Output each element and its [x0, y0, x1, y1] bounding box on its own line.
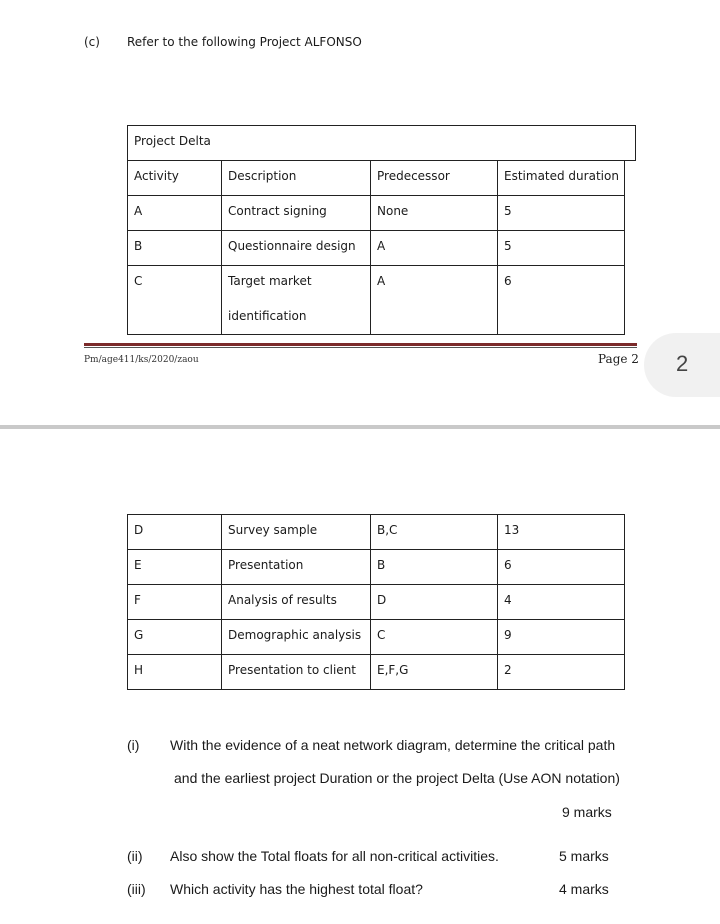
question-2-text: Also show the Total floats for all non-critical activities. [170, 848, 499, 864]
cell-duration: 6 [497, 549, 625, 585]
section-intro: Refer to the following Project ALFONSO [127, 35, 362, 49]
question-1-line1: With the evidence of a neat network diagram, determine the critical path [170, 737, 616, 753]
footer-reference: Pm/age411/ks/2020/zaou [84, 355, 199, 365]
cell-description: Presentation to client [221, 654, 371, 690]
footer-rule-thin [84, 347, 637, 348]
footer-rule [84, 343, 637, 346]
cell-description: Presentation [221, 549, 371, 585]
question-3-marks: 4 marks [559, 881, 609, 897]
cell-predecessor: A [370, 230, 498, 266]
cell-description-line2: identification [228, 309, 307, 323]
cell-predecessor: D [370, 584, 498, 620]
cell-predecessor: A [370, 265, 498, 335]
question-2-marks: 5 marks [559, 848, 609, 864]
cell-activity: E [127, 549, 222, 585]
cell-activity: G [127, 619, 222, 655]
question-1-number: (i) [127, 737, 140, 753]
cell-activity: D [127, 514, 222, 550]
cell-activity: A [127, 195, 222, 231]
cell-predecessor: C [370, 619, 498, 655]
cell-duration: 5 [497, 230, 625, 266]
cell-duration: 4 [497, 584, 625, 620]
cell-description: Demographic analysis [221, 619, 371, 655]
cell-description: Contract signing [221, 195, 371, 231]
cell-activity: B [127, 230, 222, 266]
cell-activity: C [127, 265, 222, 335]
cell-duration: 6 [497, 265, 625, 335]
page-indicator-number: 2 [676, 351, 689, 376]
header-description: Description [221, 160, 371, 196]
section-label: (c) [84, 35, 100, 49]
cell-activity: F [127, 584, 222, 620]
question-3-text: Which activity has the highest total float? [170, 881, 423, 897]
cell-predecessor: B,C [370, 514, 498, 550]
cell-duration: 9 [497, 619, 625, 655]
cell-description-line1: Target market [228, 274, 312, 288]
cell-duration: 2 [497, 654, 625, 690]
cell-predecessor: B [370, 549, 498, 585]
cell-duration: 13 [497, 514, 625, 550]
page-separator [0, 425, 720, 429]
cell-activity: H [127, 654, 222, 690]
question-1-marks: 9 marks [562, 804, 612, 820]
question-1-line2: and the earliest project Duration or the project Delta (Use AON notation) [174, 770, 620, 786]
header-duration: Estimated duration [497, 160, 625, 196]
cell-predecessor: E,F,G [370, 654, 498, 690]
cell-description: Analysis of results [221, 584, 371, 620]
question-3-number: (iii) [127, 881, 146, 897]
footer-page-number: Page 2 [598, 352, 639, 366]
cell-duration: 5 [497, 195, 625, 231]
header-activity: Activity [127, 160, 222, 196]
cell-description: Survey sample [221, 514, 371, 550]
table-title: Project Delta [127, 125, 636, 161]
question-2-number: (ii) [127, 848, 143, 864]
page-indicator [644, 333, 720, 397]
cell-description: Questionnaire design [221, 230, 371, 266]
cell-predecessor: None [370, 195, 498, 231]
cell-description [221, 265, 371, 335]
header-predecessor: Predecessor [370, 160, 498, 196]
